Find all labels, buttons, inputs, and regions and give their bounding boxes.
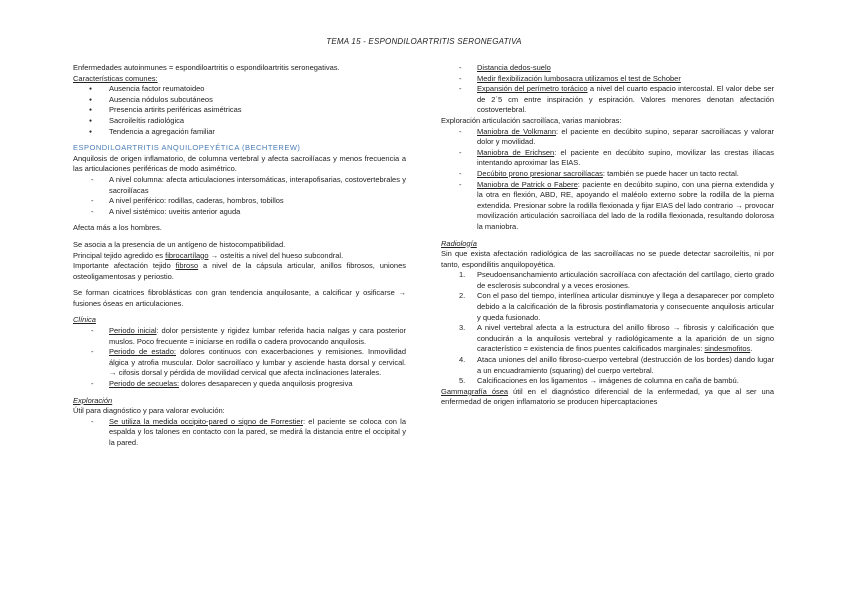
sacro-intro: Exploración articulación sacroilíaca, varias maniobras: — [441, 115, 622, 125]
gammagrafia-text: Gammagrafía ósea útil en el diagnóstico diferencial de la enfermedad, ya que al ser una enfermedad de origen inflamatorio se producen hipercaptaciones — [441, 386, 774, 407]
list-item: 4. Ataca uniones del anillo fibroso-cuerpo vertebral (destrucción de los bordes) dando lugar a un encuadramiento (squaring) del cuerpo vertebral. — [459, 355, 774, 375]
list-item: - Se utiliza la medida occipito-pared o signo de Forrestier: el paciente se coloca con la espalda y los talones en contacto con la pared, se medirá la distancia entre el occipital y la pared. — [73, 417, 406, 449]
list-item: - Distancia dedos-suelo — [441, 63, 774, 74]
list-item: ● Sacroileítis radiológica — [73, 116, 406, 127]
exploracion-heading: Exploración — [73, 395, 113, 405]
list-item: - Expansión del perímetro torácico a nivel del cuarto espacio intercostal. El valor debe ser de 2´5 cm entre inspiración y espiración. Valores menores denotan afectación costovertebral. — [441, 84, 774, 116]
page-title: TEMA 15 - ESPONDILOARTRITIS SERONEGATIVA — [326, 37, 522, 46]
list-item: - Periodo de secuelas: dolores desaparecen y queda anquilosis progresiva — [73, 379, 406, 390]
list-item: - Periodo inicial: dolor persistente y rigidez lumbar referida hacia nalgas y cara posterior muslos. Poco frecuente = iniciarse en rodilla o cadera provocando anquilosis. — [73, 326, 406, 347]
list-item: - Maniobra de Volkmann: el paciente en decúbito supino, separar sacroilíacas y valorar dolor y movilidad. — [441, 127, 774, 148]
maniobras-list — [441, 127, 774, 233]
intro-text: Enfermedades autoinmunes = espondiloartritis o espondiloartritis seronegativas. — [73, 63, 340, 72]
list-item: - Medir flexibilización lumbosacra utilizamos el test de Schober — [441, 74, 774, 85]
list-item: ● Ausencia factor reumatoideo — [73, 84, 406, 95]
exploracion-list — [73, 417, 406, 449]
radiologia-list — [441, 270, 774, 387]
list-item: ● Ausencia nódulos subcutáneos — [73, 95, 406, 106]
ea-definition: Anquilosis de origen inflamatorio, de columna vertebral y afecta sacroilíacas y menos frecuencia a las articulaciones periféricas de modo asimétrico. — [73, 153, 406, 174]
list-item: - A nivel sistémico: uveitis anterior aguda — [73, 207, 406, 218]
clinica-list — [73, 326, 406, 390]
antigen-text: Se asocia a la presencia de un antígeno de histocompatibilidad. — [73, 239, 286, 249]
men-text: Afecta más a los hombres. — [73, 223, 162, 233]
list-item: - Maniobra de Erichsen: el paciente en decúbito supino, movilizar las crestas ilíacas intentando aproximar las EIAS. — [441, 148, 774, 169]
ea-heading: ESPONDILOARTRITIS ANQUILOPEYÉTICA (BECHTEREW) — [73, 143, 301, 153]
measures-list — [441, 63, 774, 116]
list-item: 5. Calcificaciones en los ligamentos → imágenes de columna en caña de bambú. — [459, 376, 739, 386]
radiologia-heading: Radiología — [441, 238, 477, 248]
list-item: 1. Pseudoensanchamiento articulación sacroilíaca con afectación del cartílago, cierto grado de esclerosis subcondral y a veces erosiones. — [459, 270, 774, 290]
radiologia-intro: Sin que exista afectación radiológica de las sacroilíacas no se puede detectar sacroileítis, ni por tanto, espondilitis anquilopoyética. — [441, 249, 774, 269]
list-item: 3. A nivel vertebral afecta a la estructura del anillo fibroso → fibrosis y calcificación que conducirán a la anquilosis vertebral y radiológicamente a la aparición de un signo característico = existencia de finos puentes calcificados marginales: sindesmofitos. — [459, 323, 774, 354]
list-item: ● Tendencia a agregación familiar — [73, 127, 406, 138]
list-item: - Periodo de estado: dolores continuos con exacerbaciones y remisiones. Inmovilidad álgica y atrofia muscular. Dolor sacroilíaco y lumbar y asciende hasta dorsal y cervical. → cifosis dorsal y pérdida de movilidad cervical que afecta inclinaciones laterales. — [73, 347, 406, 379]
list-item: 2. Con el paso del tiempo, interlínea articular disminuye y llega a desaparecer por completo debido a la calcificación de la fibrosis postinflamatoria y consecuente anquilosis articular y queda fusionado. — [459, 291, 774, 322]
left-column — [73, 63, 406, 449]
right-column — [441, 63, 774, 408]
list-item: - A nivel periférico: rodillas, caderas, hombros, tobillos — [73, 196, 406, 207]
clinica-heading: Clínica — [73, 315, 96, 325]
exploracion-intro: Útil para diagnóstico y para valorar evolución: — [73, 406, 225, 416]
list-item: ● Presencia artirits periféricas asimétricas — [73, 105, 406, 116]
tissue-text: Principal tejido agredido es fibrocartílago → osteítis a nivel del hueso subcondral. — [73, 250, 344, 260]
scars-text: Se forman cicatrices fibroblásticas con gran tendencia anquilosante, a calcificar y osificarse → fusiones óseas en articulaciones. — [73, 288, 406, 308]
list-item: - A nivel columna: afecta articulaciones intersomáticas, interapofisarias, costovertebrales y sacroilíacas — [73, 175, 406, 196]
common-list — [73, 84, 406, 137]
fibrous-text: Importante afectación tejido fibroso a nivel de la cápsula articular, anillos fibrosos, uniones osteoligamentosas y periostio. — [73, 261, 406, 281]
common-label: Características comunes: — [73, 73, 158, 83]
levels-list — [73, 175, 406, 217]
list-item: - Maniobra de Patrick o Fabere: paciente en decúbito supino, con una pierna extendida y la otra en flexión, ABD, RE, apoyando el maléolo externo sobre la rodilla de la pierna extendida. Presionar sobre la rodilla flexionada y fijar EIAS del lado contrario → provocar movilización articulación sacroilíaca del lado de la rodilla flexionada, resultando dolorosa la maniobra. — [441, 180, 774, 233]
list-item: - Decúbito prono presionar sacroilíacas: también se puede hacer un tacto rectal. — [441, 169, 774, 180]
